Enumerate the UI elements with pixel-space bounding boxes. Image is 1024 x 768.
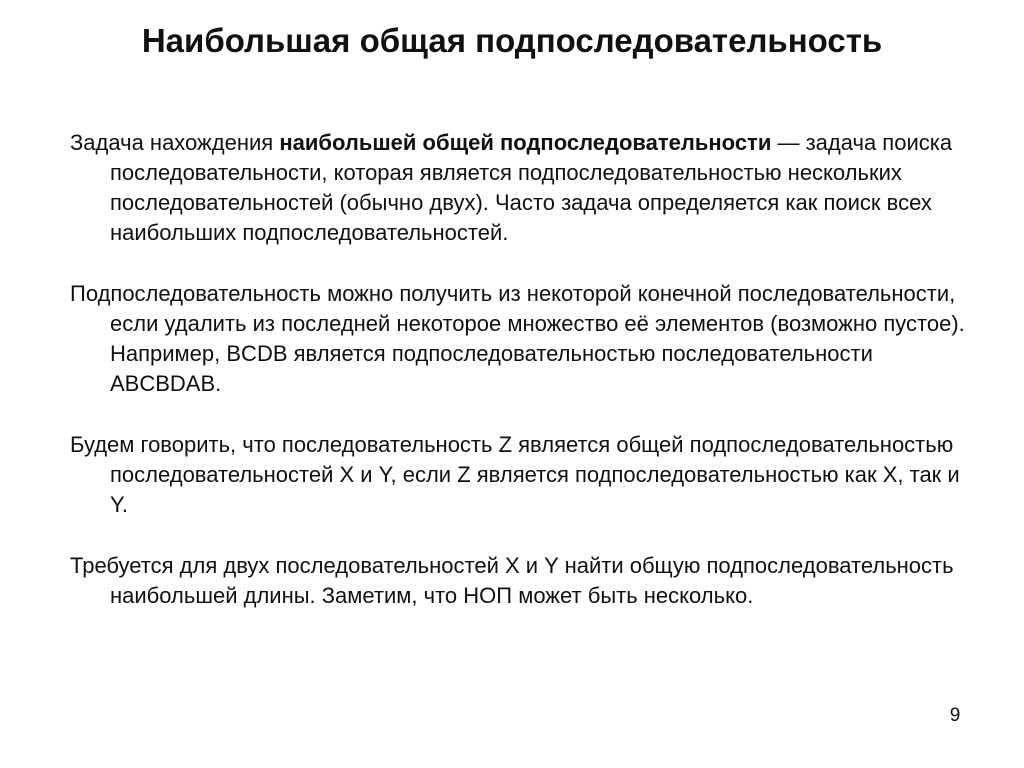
paragraph-text: — задача поиска последовательности, которая является подпоследовательностью нескольких последовательностей (обычно двух). Часто задача определяется как поиск всех наибольших подпоследовательностей. xyxy=(110,130,953,245)
page-number: 9 xyxy=(949,705,961,726)
paragraph-subsequence: Подпоследовательность можно получить из некоторой конечной последовательности, если удалить из последней некоторое множество её элементов (возможно пустое). Например, BCDB является подпоследовательностью последовательности ABCBDAB. xyxy=(70,281,965,396)
slide-title: Наибольшая общая подпоследовательность xyxy=(141,22,883,59)
paragraph-task: Требуется для двух последовательностей X и Y найти общую подпоследовательность наибольшей длины. Заметим, что НОП может быть несколько. xyxy=(70,553,954,608)
term-bold: наибольшей общей подпоследовательности xyxy=(279,130,772,155)
paragraph-common-subsequence: Будем говорить, что последовательность Z является общей подпоследовательностью последовательностей X и Y, если Z является подпоследовательностью как X, так и Y. xyxy=(70,432,960,517)
paragraph-text: Задача нахождения xyxy=(70,130,280,155)
paragraph-definition xyxy=(70,128,970,248)
slide-body xyxy=(70,128,970,611)
